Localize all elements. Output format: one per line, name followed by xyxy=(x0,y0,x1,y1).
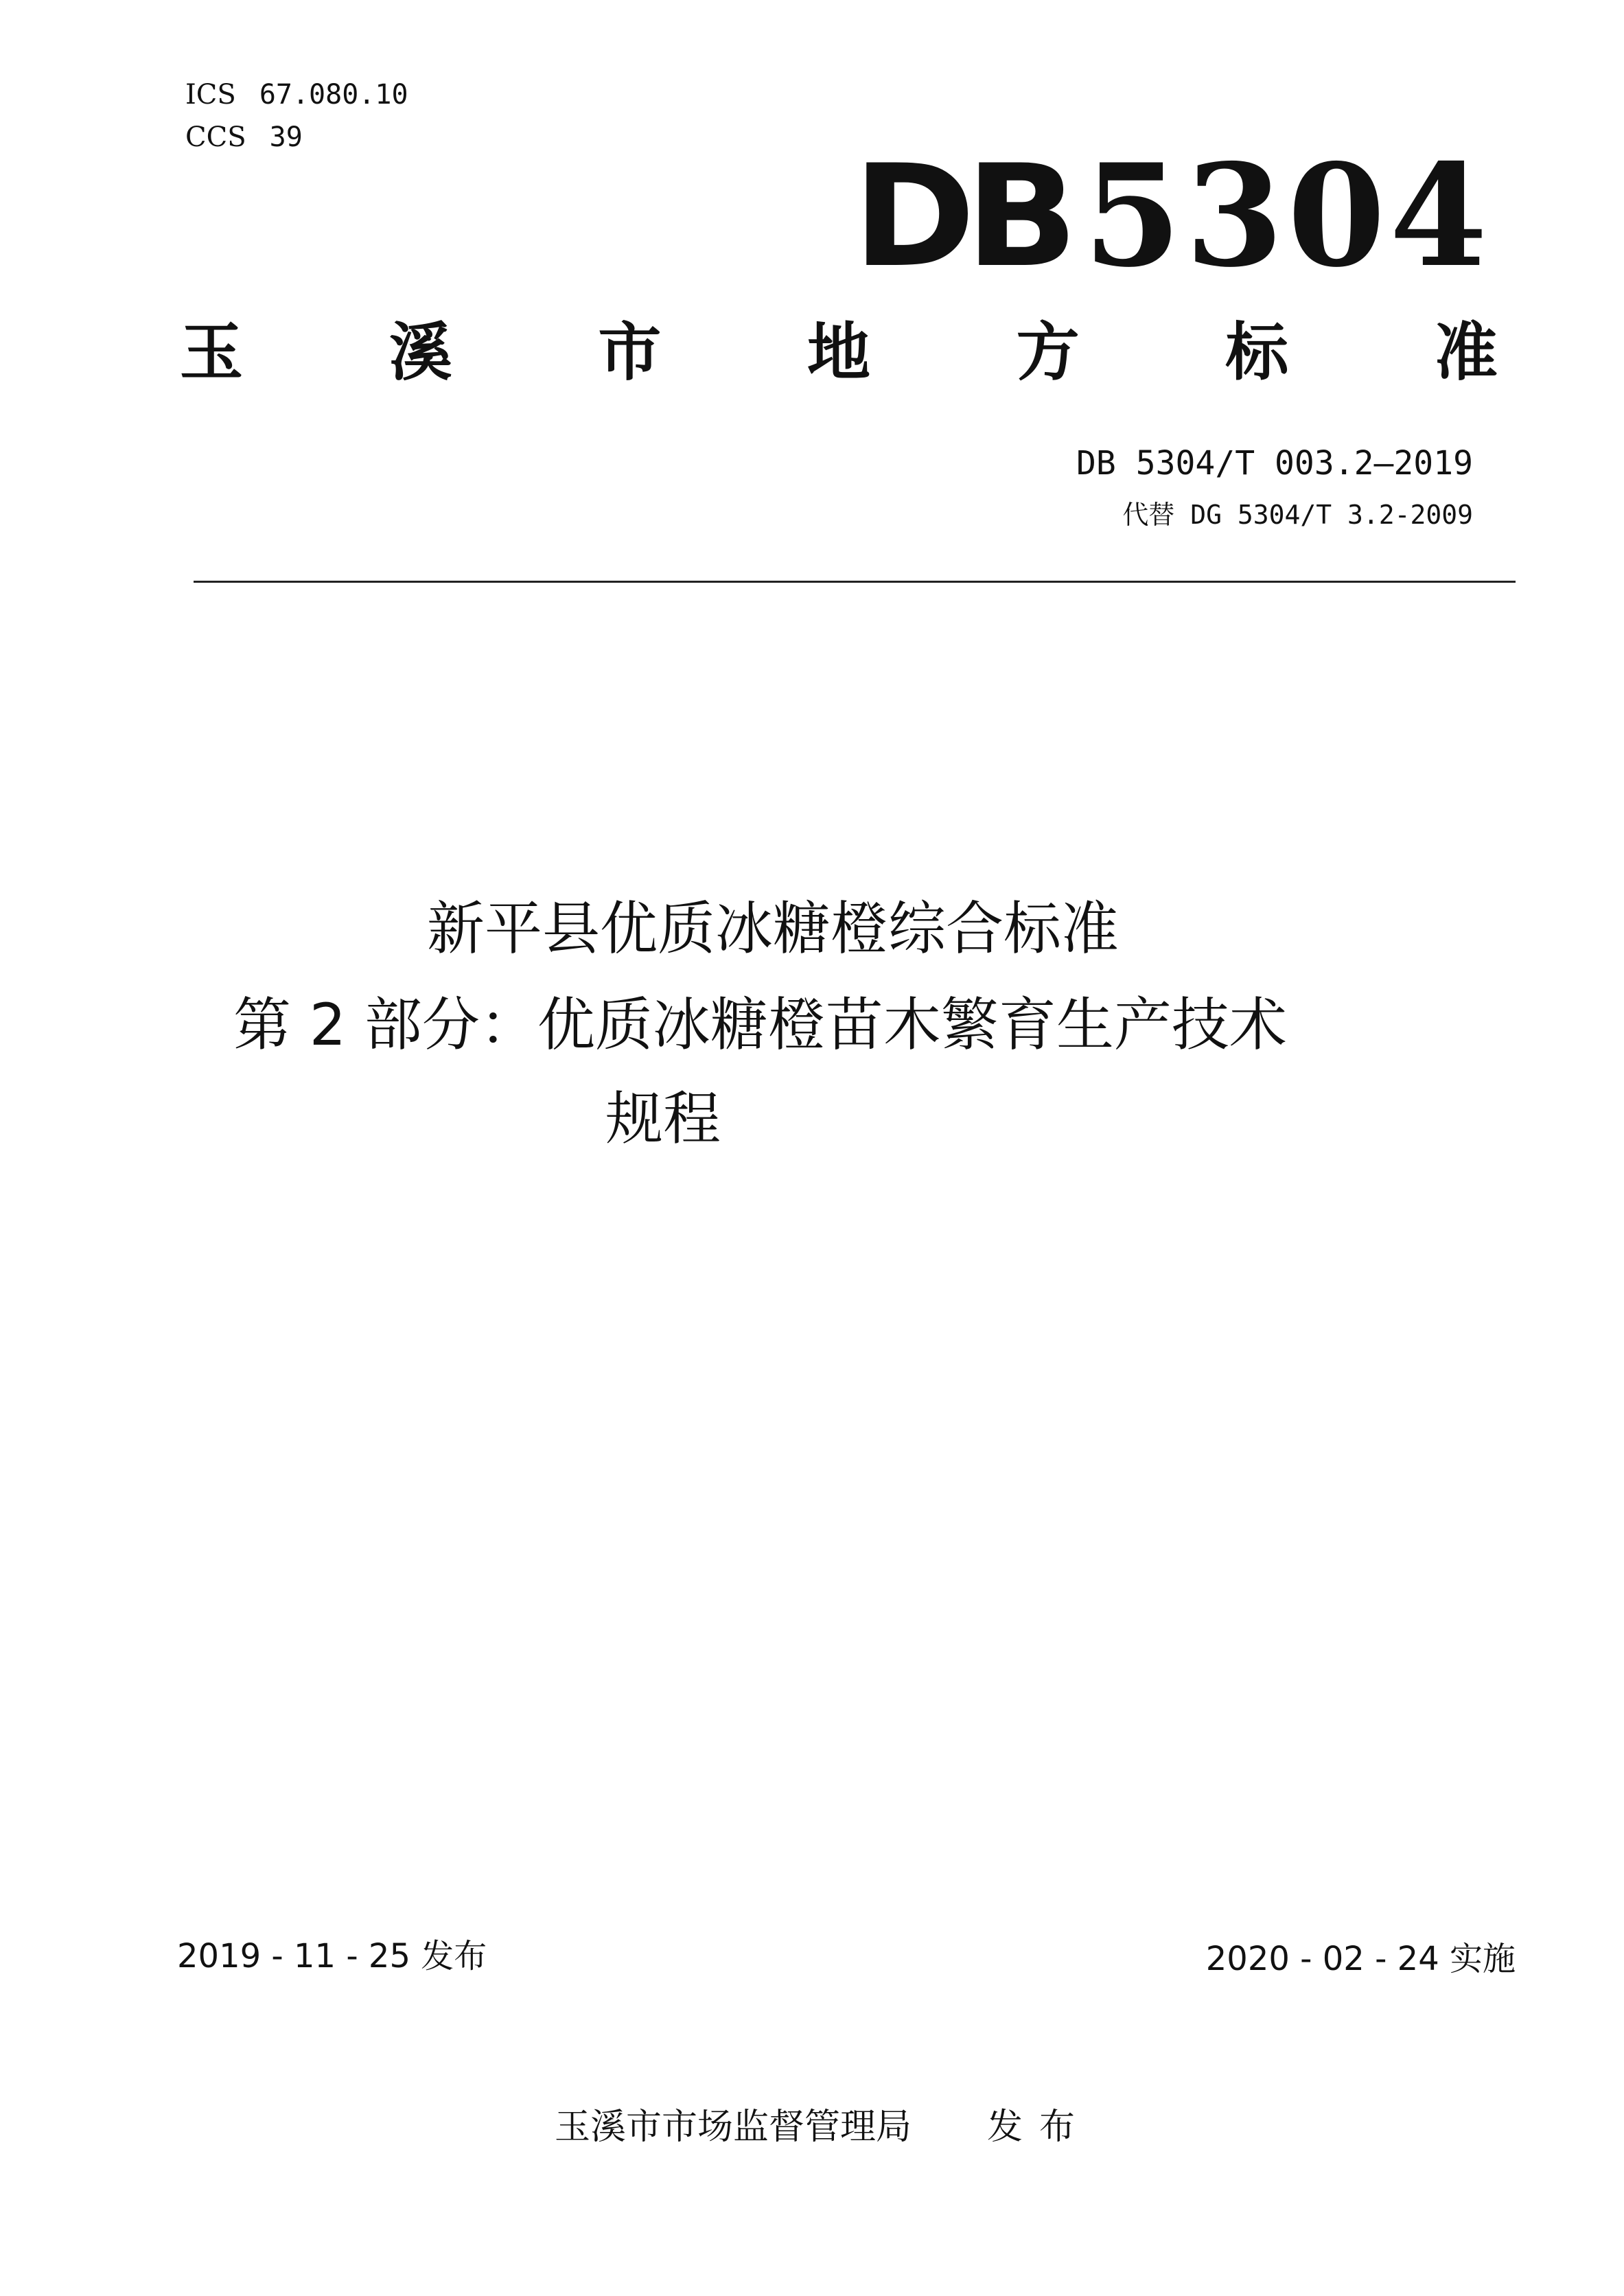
issuer-name: 玉溪市市场监督管理局 xyxy=(555,2107,912,2148)
category-char: 标 xyxy=(1225,315,1289,389)
ccs-label: CCS xyxy=(185,121,246,153)
category-char: 方 xyxy=(1016,315,1080,389)
category-char: 玉 xyxy=(180,315,244,389)
title-line-2: 第 2 部分：优质冰糖橙苗木繁育生产技术 xyxy=(233,991,1287,1058)
ics-code: 67.080.10 xyxy=(259,79,408,111)
ccs-classification xyxy=(185,118,303,156)
category-char: 准 xyxy=(1434,315,1498,389)
title-line-3: 规程 xyxy=(605,1085,721,1152)
ccs-code: 39 xyxy=(269,121,303,153)
implement-date: 2020 - 02 - 24 实施 xyxy=(1205,1940,1516,1978)
ics-classification xyxy=(185,76,408,114)
issuer-action: 发布 xyxy=(987,2107,1092,2148)
category-char: 溪 xyxy=(388,315,452,389)
title-line-1: 新平县优质冰糖橙综合标准 xyxy=(427,895,1120,962)
header-divider xyxy=(194,581,1516,583)
category-char: 地 xyxy=(807,315,870,389)
category-title xyxy=(180,314,1498,390)
replaces-standard: 代替 DG 5304/T 3.2-2009 xyxy=(1122,500,1473,530)
db-letters: DB xyxy=(852,135,1068,299)
publish-date: 2019 - 11 - 25 发布 xyxy=(177,1937,487,1975)
issuer xyxy=(555,2103,1091,2151)
db-number: 5304 xyxy=(1083,134,1492,299)
db-logo xyxy=(852,134,1492,299)
standard-number: DB 5304/T 003.2—2019 xyxy=(1076,444,1473,483)
ics-label: ICS xyxy=(185,79,236,111)
category-char: 市 xyxy=(598,315,662,389)
